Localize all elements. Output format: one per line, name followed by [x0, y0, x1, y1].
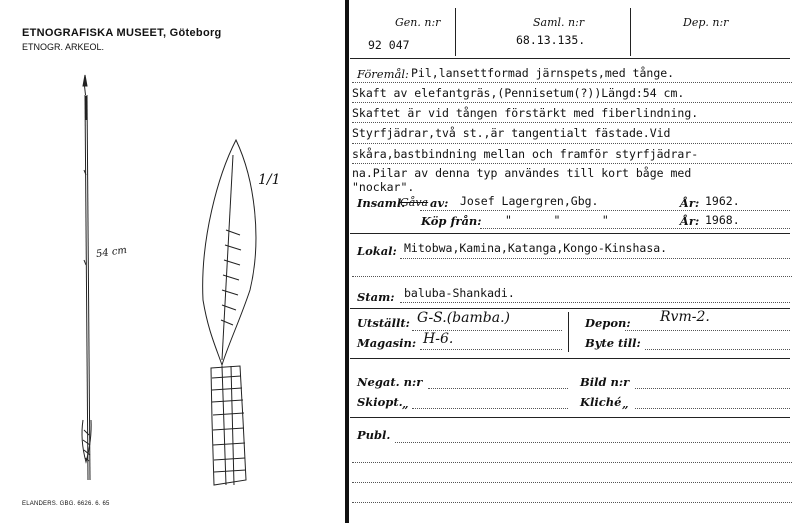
header-rule	[350, 58, 790, 59]
foremal-line: Styrfjädrar,två st.,är tangentialt fästade.Vid	[352, 126, 671, 140]
dotted-rule	[400, 302, 790, 303]
dotted-rule	[352, 102, 792, 103]
section-rule	[350, 233, 790, 234]
saml-label: Saml. n:r	[533, 16, 585, 29]
length-annotation: 54 cm	[95, 244, 128, 261]
dotted-rule	[352, 462, 792, 463]
utstallt-value: G-S.(bamba.)	[417, 310, 510, 326]
ar-value: 1962.	[705, 194, 740, 208]
dotted-rule	[412, 408, 568, 409]
foremal-line: Pil,lansettformad järnspets,med tånge.	[411, 66, 675, 80]
gen-label: Gen. n:r	[395, 16, 441, 29]
card-divider	[345, 0, 349, 523]
dotted-rule	[420, 349, 562, 350]
dotted-rule	[352, 143, 792, 144]
magasin-value: H-6.	[423, 331, 454, 347]
utstallt-label: Utställt:	[357, 316, 410, 330]
col-divider	[568, 312, 569, 352]
kop-label: Köp från:	[421, 214, 482, 228]
cliche-value: „	[622, 397, 629, 411]
ar2-label: År:	[680, 214, 700, 228]
magasin-label: Magasin:	[357, 336, 417, 350]
saml-value: 68.13.135.	[516, 33, 586, 47]
col-divider	[630, 8, 631, 56]
depon-label: Depon:	[585, 316, 631, 330]
foremal-line: "nockar".	[352, 180, 415, 194]
insaml-av-label: av:	[430, 196, 449, 210]
lokal-label: Lokal:	[357, 244, 397, 258]
kop-value: " " "	[505, 213, 609, 227]
foremal-line: skåra,bastbindning mellan och framför styrfjädrar-	[352, 147, 699, 161]
dotted-rule	[395, 442, 790, 443]
section-rule	[350, 417, 790, 418]
arrow-full-sketch	[82, 75, 91, 480]
dotted-rule	[635, 388, 790, 389]
museum-name: ETNOGRAFISKA MUSEET, Göteborg	[22, 27, 222, 39]
dotted-rule	[625, 330, 790, 331]
cliche-label: Kliché	[580, 395, 622, 409]
dotted-rule	[352, 276, 792, 277]
arrow-drawing	[0, 0, 345, 523]
ar-label: År:	[680, 196, 700, 210]
printer-imprint: ELANDERS. GBG. 6626. 6. 65	[22, 501, 110, 507]
dotted-rule	[645, 349, 790, 350]
stam-label: Stam:	[357, 290, 395, 304]
skiopt-value: „	[402, 397, 409, 411]
dotted-rule	[352, 163, 792, 164]
byte-label: Byte till:	[585, 336, 641, 350]
section-rule	[350, 358, 790, 359]
dotted-rule	[352, 502, 792, 503]
department: ETNOGR. ARKEOL.	[22, 42, 105, 52]
foremal-line: na.Pilar av denna typ användes till kort båge med	[352, 166, 692, 180]
scale-annotation: 1/1	[258, 172, 281, 188]
dotted-rule	[635, 408, 790, 409]
arrow-head-sketch	[203, 140, 256, 485]
ar2-value: 1968.	[705, 213, 740, 227]
dotted-rule	[352, 482, 792, 483]
foremal-line: Skaftet är vid tången förstärkt med fiberlindning.	[352, 106, 699, 120]
gen-value: 92 047	[368, 38, 410, 52]
insaml-value: Josef Lagergren,Gbg.	[460, 194, 599, 208]
dep-label: Dep. n:r	[683, 16, 729, 29]
col-divider	[455, 8, 456, 56]
insaml-label: Insaml.	[357, 196, 406, 210]
foremal-line: Skaft av elefantgräs,(Pennisetum(?))Längd:54 cm.	[352, 86, 685, 100]
stam-value: baluba-Shankadi.	[404, 286, 515, 300]
lokal-value: Mitobwa,Kamina,Katanga,Kongo-Kinshasa.	[404, 241, 668, 255]
dotted-rule	[352, 82, 792, 83]
dotted-rule	[480, 228, 790, 229]
dotted-rule	[352, 122, 792, 123]
dotted-rule	[400, 258, 790, 259]
bild-label: Bild n:r	[580, 375, 630, 389]
publ-label: Publ.	[357, 428, 391, 442]
skiopt-label: Skiopt.	[357, 395, 403, 409]
dotted-rule	[412, 330, 562, 331]
dotted-rule	[420, 210, 790, 211]
section-rule	[350, 308, 790, 309]
negat-label: Negat. n:r	[357, 375, 423, 389]
depon-value: Rvm-2.	[660, 309, 710, 325]
insaml-struck: Gåva	[400, 196, 429, 209]
foremal-label: Föremål:	[357, 67, 409, 81]
dotted-rule	[428, 388, 568, 389]
